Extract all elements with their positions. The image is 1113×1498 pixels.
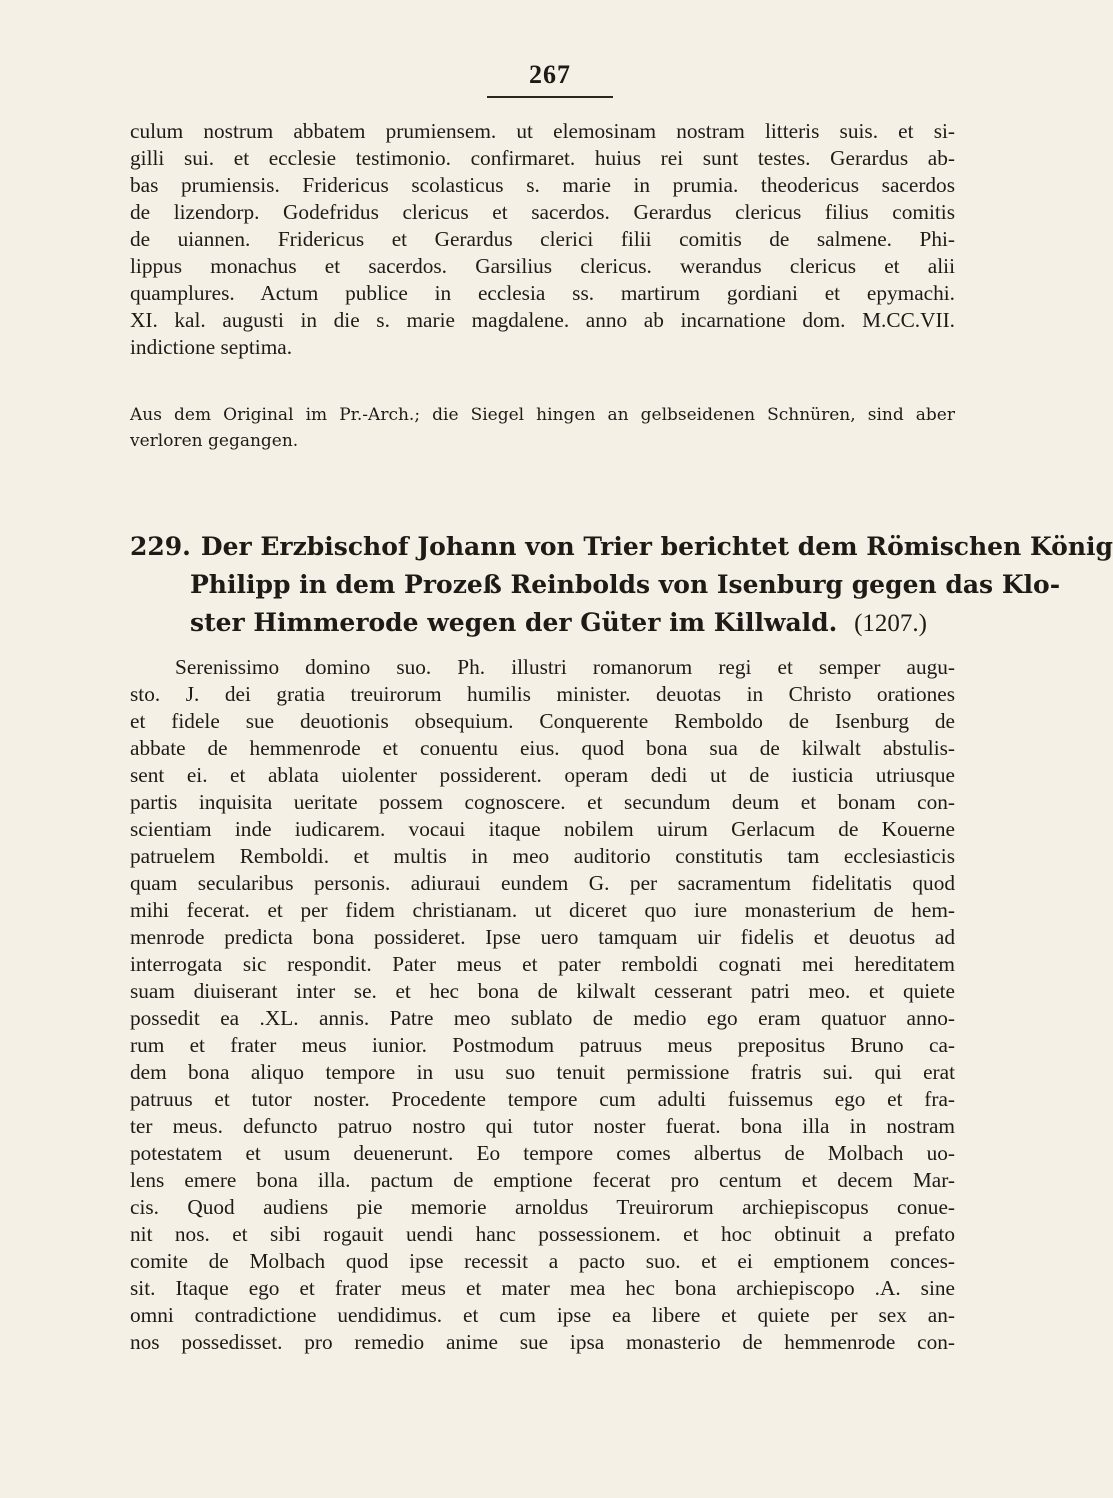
text-line: nit nos. et sibi rogauit uendi hanc possessionem. et hoc obtinuit a prefato <box>130 1222 955 1246</box>
source-note <box>130 402 955 454</box>
letter-body <box>130 654 955 1356</box>
text-line: rum et frater meus iunior. Postmodum patruus meus prepositus Bruno ca- <box>130 1033 955 1057</box>
charter-continuation <box>130 118 955 361</box>
text-line: possedit ea .XL. annis. Patre meo sublato de medio ego eram quatuor anno- <box>130 1006 955 1030</box>
text-line: suam diuiserant inter se. et hec bona de kilwalt cesserant patri meo. et quiete <box>130 979 955 1003</box>
text-line: partis inquisita ueritate possem cognoscere. et secundum deum et bonam con- <box>130 790 955 814</box>
text-line: comite de Molbach quod ipse recessit a pacto suo. et ei emptionem conces- <box>130 1249 955 1273</box>
text-line: abbate de hemmenrode et conuentu eius. quod bona sua de kilwalt abstulis- <box>130 736 955 760</box>
page-number: 267 <box>529 60 571 89</box>
text-line: cis. Quod audiens pie memorie arnoldus Treuirorum archiepiscopus conue- <box>130 1195 955 1219</box>
text-line: interrogata sic respondit. Pater meus et pater remboldi cognati mei hereditatem <box>130 952 955 976</box>
text-line: XI. kal. augusti in die s. marie magdalene. anno ab incarnatione dom. M.CC.VII. <box>130 308 955 332</box>
note-line: verloren gegangen. <box>130 431 299 451</box>
text-line: sit. Itaque ego et frater meus et mater mea hec bona archiepiscopo .A. sine <box>130 1276 955 1300</box>
text-line: patruus et tutor noster. Procedente tempore cum adulti fuissemus ego et fra- <box>130 1087 955 1111</box>
text-line: bas prumiensis. Fridericus scolasticus s. marie in prumia. theodericus sacerdos <box>130 173 955 197</box>
text-line: lens emere bona illa. pactum de emptione fecerat pro centum et decem Mar- <box>130 1168 955 1192</box>
text-line: sto. J. dei gratia treuirorum humilis minister. deuotas in Christo orationes <box>130 682 955 706</box>
text-line: omni contradictione uendidimus. et cum ipse ea libere et quiete per sex an- <box>130 1303 955 1327</box>
text-line: Serenissimo domino suo. Ph. illustri romanorum regi et semper augu- <box>175 655 955 679</box>
text-line: de uiannen. Fridericus et Gerardus clerici filii comitis de salmene. Phi- <box>130 227 955 251</box>
heading-line: Philipp in dem Prozeß Reinbolds von Isenburg gegen das Klo- <box>190 570 1061 599</box>
text-line: nos possedisset. pro remedio anime sue ipsa monasterio de hemmenrode con- <box>130 1330 955 1354</box>
text-line: scientiam inde iudicarem. vocaui itaque nobilem uirum Gerlacum de Kouerne <box>130 817 955 841</box>
note-line: Aus dem Original im Pr.-Arch.; die Siegel hingen an gelbseidenen Schnüren, sind aber <box>130 405 955 425</box>
text-line: gilli sui. et ecclesie testimonio. confirmaret. huius rei sunt testes. Gerardus ab- <box>130 146 955 170</box>
text-line: patruelem Remboldi. et multis in meo auditorio constitutis tam ecclesiasticis <box>130 844 955 868</box>
text-line: de lizendorp. Godefridus clericus et sacerdos. Gerardus clericus filius comitis <box>130 200 955 224</box>
text-line: et fidele sue deuotionis obsequium. Conquerente Remboldo de Isenburg de <box>130 709 955 733</box>
document-heading <box>130 528 1113 643</box>
text-line: dem bona aliquo tempore in usu suo tenuit permissione fratris sui. qui erat <box>130 1060 955 1084</box>
heading-line: Der Erzbischof Johann von Trier berichtet dem Römischen König <box>200 532 1113 561</box>
text-line: quamplures. Actum publice in ecclesia ss. martirum gordiani et epymachi. <box>130 281 955 305</box>
document-number: 229. <box>130 532 191 561</box>
text-line: potestatem et usum deuenerunt. Eo tempore comes albertus de Molbach uo- <box>130 1141 955 1165</box>
text-line: ter meus. defuncto patruo nostro qui tutor noster fuerat. bona illa in nostram <box>130 1114 955 1138</box>
text-line: sent ei. et ablata uiolenter possiderent. operam dedi ut de iusticia utriusque <box>130 763 955 787</box>
text-line: lippus monachus et sacerdos. Garsilius clericus. werandus clericus et alii <box>130 254 955 278</box>
page-number-rule <box>487 96 613 98</box>
text-line: menrode predicta bona possideret. Ipse uero tamquam uir fidelis et deuotus ad <box>130 925 955 949</box>
text-line: mihi fecerat. et per fidem christianam. ut diceret quo iure monasterium de hem- <box>130 898 955 922</box>
heading-date: (1207.) <box>854 610 927 637</box>
text-line: quam secularibus personis. adiuraui eundem G. per sacramentum fidelitatis quod <box>130 871 955 895</box>
heading-line: ster Himmerode wegen der Güter im Killwald. <box>190 608 838 637</box>
text-line: indictione septima. <box>130 335 293 359</box>
text-line: culum nostrum abbatem prumiensem. ut elemosinam nostram litteris suis. et si- <box>130 119 955 143</box>
